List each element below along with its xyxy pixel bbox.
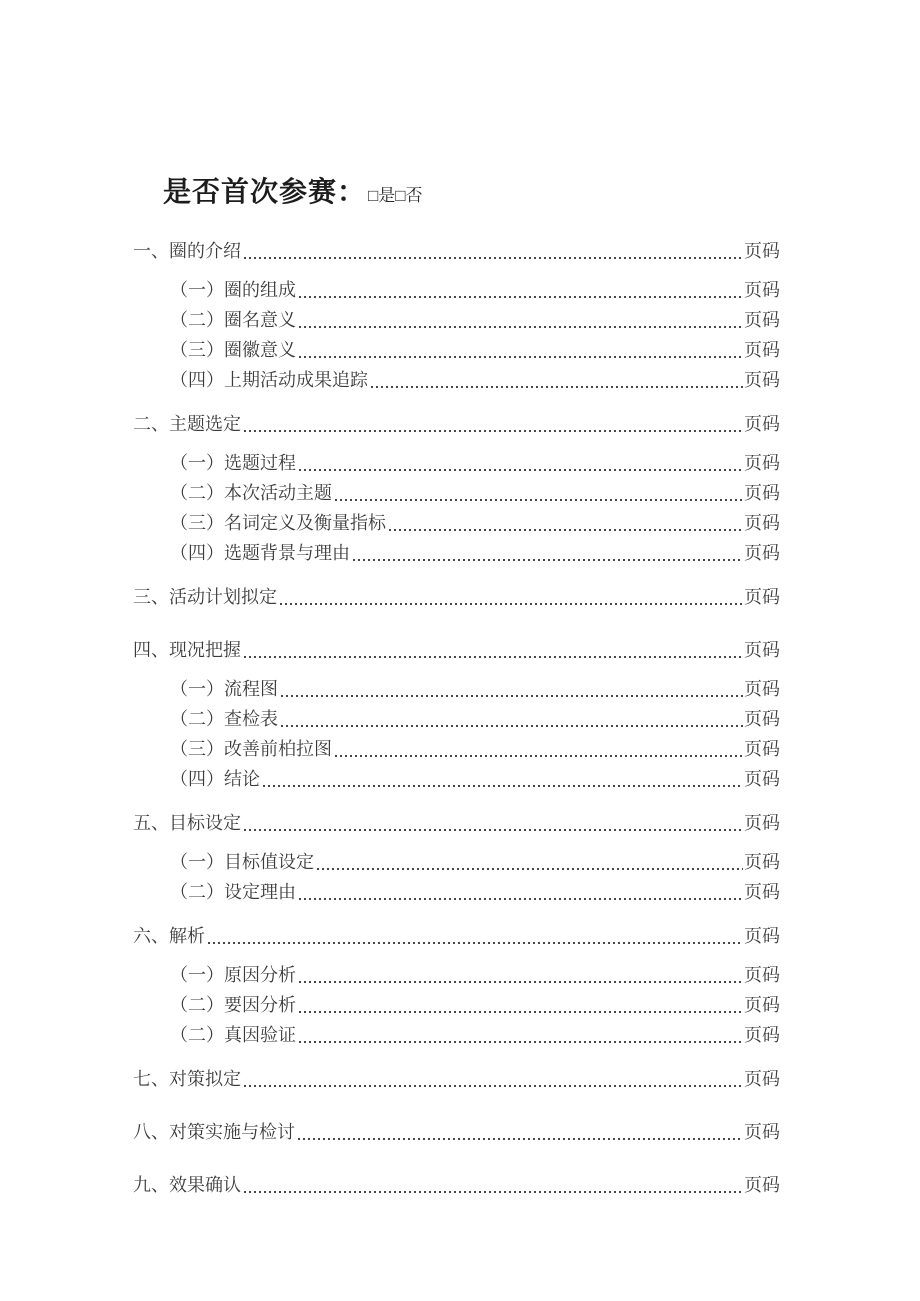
toc-entry-label: （二）真因验证 xyxy=(170,1025,296,1045)
toc-page-ref: 页码 xyxy=(744,882,780,902)
toc-leader-dots xyxy=(353,559,743,561)
toc-entry-label: （一）流程图 xyxy=(170,679,278,699)
toc-entry-label: （四）选题背景与理由 xyxy=(170,543,350,563)
toc-leader-dots xyxy=(299,1011,743,1013)
toc-leader-dots xyxy=(299,326,743,328)
toc-leader-dots xyxy=(299,356,743,358)
toc-entry-2 xyxy=(133,280,780,301)
toc-entry-15 xyxy=(133,739,780,760)
toc-page-ref: 页码 xyxy=(744,769,780,789)
toc-entry-8 xyxy=(133,483,780,504)
toc-entry-label: 一、圈的介绍 xyxy=(133,241,241,261)
toc-entry-label: 四、现况把握 xyxy=(133,640,241,660)
toc-leader-dots xyxy=(244,1191,743,1193)
toc-entry-label: （一）圈的组成 xyxy=(170,280,296,300)
toc-leader-dots xyxy=(244,829,743,831)
toc-entry-label: （一）选题过程 xyxy=(170,453,296,473)
toc-leader-dots xyxy=(298,1138,743,1140)
toc-entry-label: 五、目标设定 xyxy=(133,813,241,833)
toc-entry-label: （三）改善前柏拉图 xyxy=(170,739,332,759)
first-time-participation-label: 是否首次参赛： xyxy=(163,177,367,208)
toc-page-ref: 页码 xyxy=(744,543,780,563)
toc-entry-20 xyxy=(133,926,780,947)
toc-leader-dots xyxy=(317,868,743,870)
toc-entry-17 xyxy=(133,813,780,834)
toc-entry-13 xyxy=(133,679,780,700)
toc-leader-dots xyxy=(371,386,743,388)
toc-leader-dots xyxy=(299,898,743,900)
toc-page-ref: 页码 xyxy=(744,852,780,872)
toc-page-ref: 页码 xyxy=(744,640,780,660)
toc-entry-label: 八、对策实施与检讨 xyxy=(133,1122,295,1142)
toc-page-ref: 页码 xyxy=(744,813,780,833)
toc-entry-label: （二）圈名意义 xyxy=(170,310,296,330)
toc-leader-dots xyxy=(244,656,743,658)
toc-entry-19 xyxy=(133,882,780,903)
toc-leader-dots xyxy=(389,529,743,531)
toc-entry-21 xyxy=(133,965,780,986)
toc-entry-label: （二）要因分析 xyxy=(170,995,296,1015)
toc-leader-dots xyxy=(335,755,743,757)
toc-leader-dots xyxy=(299,469,743,471)
toc-page-ref: 页码 xyxy=(744,995,780,1015)
toc-entry-14 xyxy=(133,709,780,730)
toc-leader-dots xyxy=(299,1041,743,1043)
toc-page-ref: 页码 xyxy=(744,1069,780,1089)
toc-entry-11 xyxy=(133,587,780,608)
toc-page-ref: 页码 xyxy=(744,453,780,473)
toc-leader-dots xyxy=(299,981,743,983)
toc-page-ref: 页码 xyxy=(744,483,780,503)
toc-entry-12 xyxy=(133,640,780,661)
toc-entry-label: （一）目标值设定 xyxy=(170,852,314,872)
table-of-contents xyxy=(133,241,780,1196)
toc-page-ref: 页码 xyxy=(744,513,780,533)
toc-leader-dots xyxy=(244,1085,743,1087)
toc-entry-23 xyxy=(133,1025,780,1046)
toc-entry-label: （四）上期活动成果追踪 xyxy=(170,370,368,390)
toc-entry-label: （二）设定理由 xyxy=(170,882,296,902)
toc-entry-label: 九、效果确认 xyxy=(133,1175,241,1195)
toc-entry-label: （二）本次活动主题 xyxy=(170,483,332,503)
toc-page-ref: 页码 xyxy=(744,340,780,360)
toc-entry-label: （一）原因分析 xyxy=(170,965,296,985)
toc-page-ref: 页码 xyxy=(744,370,780,390)
toc-entry-label: （三）圈徽意义 xyxy=(170,340,296,360)
toc-page-ref: 页码 xyxy=(744,414,780,434)
toc-entry-label: 七、对策拟定 xyxy=(133,1069,241,1089)
toc-leader-dots xyxy=(335,499,743,501)
toc-leader-dots xyxy=(263,785,743,787)
toc-entry-7 xyxy=(133,453,780,474)
toc-page-ref: 页码 xyxy=(744,739,780,759)
toc-page-ref: 页码 xyxy=(744,1025,780,1045)
toc-entry-18 xyxy=(133,852,780,873)
toc-page-ref: 页码 xyxy=(744,965,780,985)
toc-entry-label: （二）查检表 xyxy=(170,709,278,729)
toc-page-ref: 页码 xyxy=(744,926,780,946)
first-time-participation-header xyxy=(163,170,780,210)
toc-page-ref: 页码 xyxy=(744,310,780,330)
toc-entry-10 xyxy=(133,543,780,564)
toc-entry-label: 六、解析 xyxy=(133,926,205,946)
toc-entry-label: 二、主题选定 xyxy=(133,414,241,434)
toc-page-ref: 页码 xyxy=(744,709,780,729)
toc-entry-6 xyxy=(133,414,780,435)
toc-entry-22 xyxy=(133,995,780,1016)
toc-page-ref: 页码 xyxy=(744,1175,780,1195)
toc-entry-25 xyxy=(133,1122,780,1143)
toc-leader-dots xyxy=(244,257,743,259)
toc-page-ref: 页码 xyxy=(744,280,780,300)
toc-page-ref: 页码 xyxy=(744,1122,780,1142)
toc-leader-dots xyxy=(281,725,743,727)
toc-entry-label: （四）结论 xyxy=(170,769,260,789)
toc-entry-16 xyxy=(133,769,780,790)
toc-entry-label: （三）名词定义及衡量指标 xyxy=(170,513,386,533)
toc-entry-3 xyxy=(133,310,780,331)
toc-leader-dots xyxy=(280,603,743,605)
toc-entry-label: 三、活动计划拟定 xyxy=(133,587,277,607)
toc-page-ref: 页码 xyxy=(744,241,780,261)
toc-leader-dots xyxy=(299,296,743,298)
toc-entry-4 xyxy=(133,340,780,361)
toc-entry-26 xyxy=(133,1175,780,1196)
toc-entry-5 xyxy=(133,370,780,391)
toc-leader-dots xyxy=(244,430,743,432)
toc-page-ref: 页码 xyxy=(744,587,780,607)
toc-entry-1 xyxy=(133,241,780,262)
toc-page-ref: 页码 xyxy=(744,679,780,699)
toc-leader-dots xyxy=(208,942,743,944)
toc-leader-dots xyxy=(281,695,743,697)
toc-entry-24 xyxy=(133,1069,780,1090)
yes-no-checkbox-options: □是□否 xyxy=(368,186,423,205)
toc-entry-9 xyxy=(133,513,780,534)
